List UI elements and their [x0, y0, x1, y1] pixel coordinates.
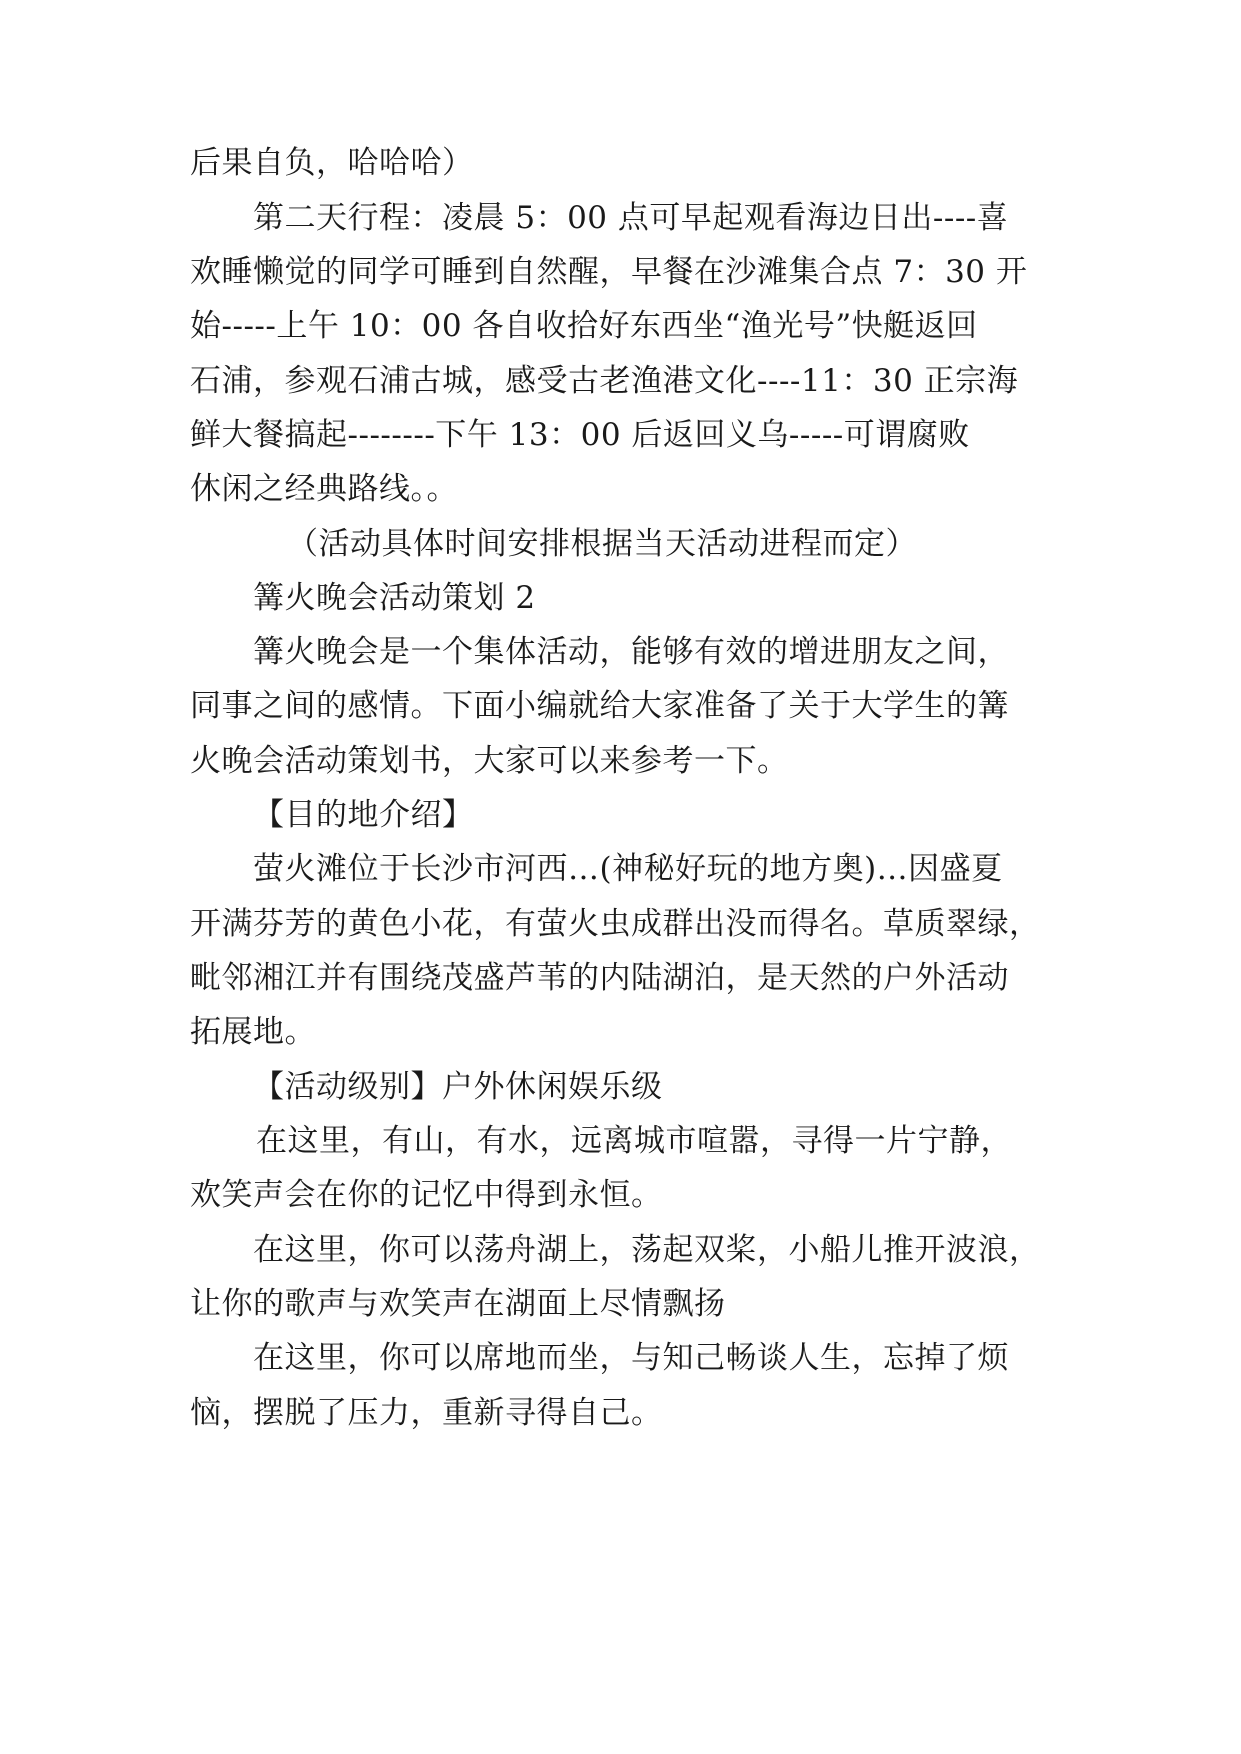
text-line: 鲜大餐搞起--------下午 13：00 后返回义乌-----可谓腐败 — [190, 417, 970, 453]
section-heading: 【活动级别】户外休闲娱乐级 — [253, 1069, 663, 1105]
text-line: 萤火滩位于长沙市河西…(神秘好玩的地方奥)…因盛夏 — [253, 851, 1003, 887]
text-line: 欢笑声会在你的记忆中得到永恒。 — [190, 1177, 663, 1213]
text-line: 欢睡懒觉的同学可睡到自然醒，早餐在沙滩集合点 7：30 开 — [190, 254, 1028, 290]
section-heading: 篝火晚会活动策划 2 — [253, 580, 536, 616]
text-line: 在这里，有山，有水，远离城市喧嚣，寻得一片宁静， — [256, 1123, 1012, 1159]
text-line: 休闲之经典路线。。 — [190, 471, 458, 507]
text-line: 在这里，你可以荡舟湖上，荡起双桨，小船儿推开波浪， — [253, 1232, 1041, 1268]
text-line: 同事之间的感情。下面小编就给大家准备了关于大学生的篝 — [190, 688, 1009, 724]
text-line: 始-----上午 10：00 各自收拾好东西坐“渔光号”快艇返回 — [190, 308, 978, 344]
text-line: （活动具体时间安排根据当天活动进程而定） — [287, 526, 917, 562]
text-line: 在这里，你可以席地而坐，与知己畅谈人生，忘掉了烦 — [253, 1340, 1009, 1376]
text-line: 让你的歌声与欢笑声在湖面上尽情飘扬 — [190, 1286, 726, 1322]
text-line: 后果自负，哈哈哈） — [190, 145, 474, 181]
text-line: 石浦，参观石浦古城，感受古老渔港文化----11：30 正宗海 — [190, 363, 1019, 399]
text-line: 火晚会活动策划书，大家可以来参考一下。 — [190, 743, 789, 779]
text-line: 拓展地。 — [190, 1014, 316, 1050]
section-heading: 【目的地介绍】 — [253, 797, 474, 833]
text-line: 毗邻湘江并有围绕茂盛芦苇的内陆湖泊，是天然的户外活动 — [190, 960, 1009, 996]
text-line: 篝火晚会是一个集体活动，能够有效的增进朋友之间， — [253, 634, 1009, 670]
text-line: 开满芬芳的黄色小花，有萤火虫成群出没而得名。草质翠绿， — [190, 906, 1041, 942]
text-line: 恼，摆脱了压力，重新寻得自己。 — [190, 1395, 663, 1431]
text-line: 第二天行程：凌晨 5：00 点可早起观看海边日出----喜 — [253, 200, 1009, 236]
